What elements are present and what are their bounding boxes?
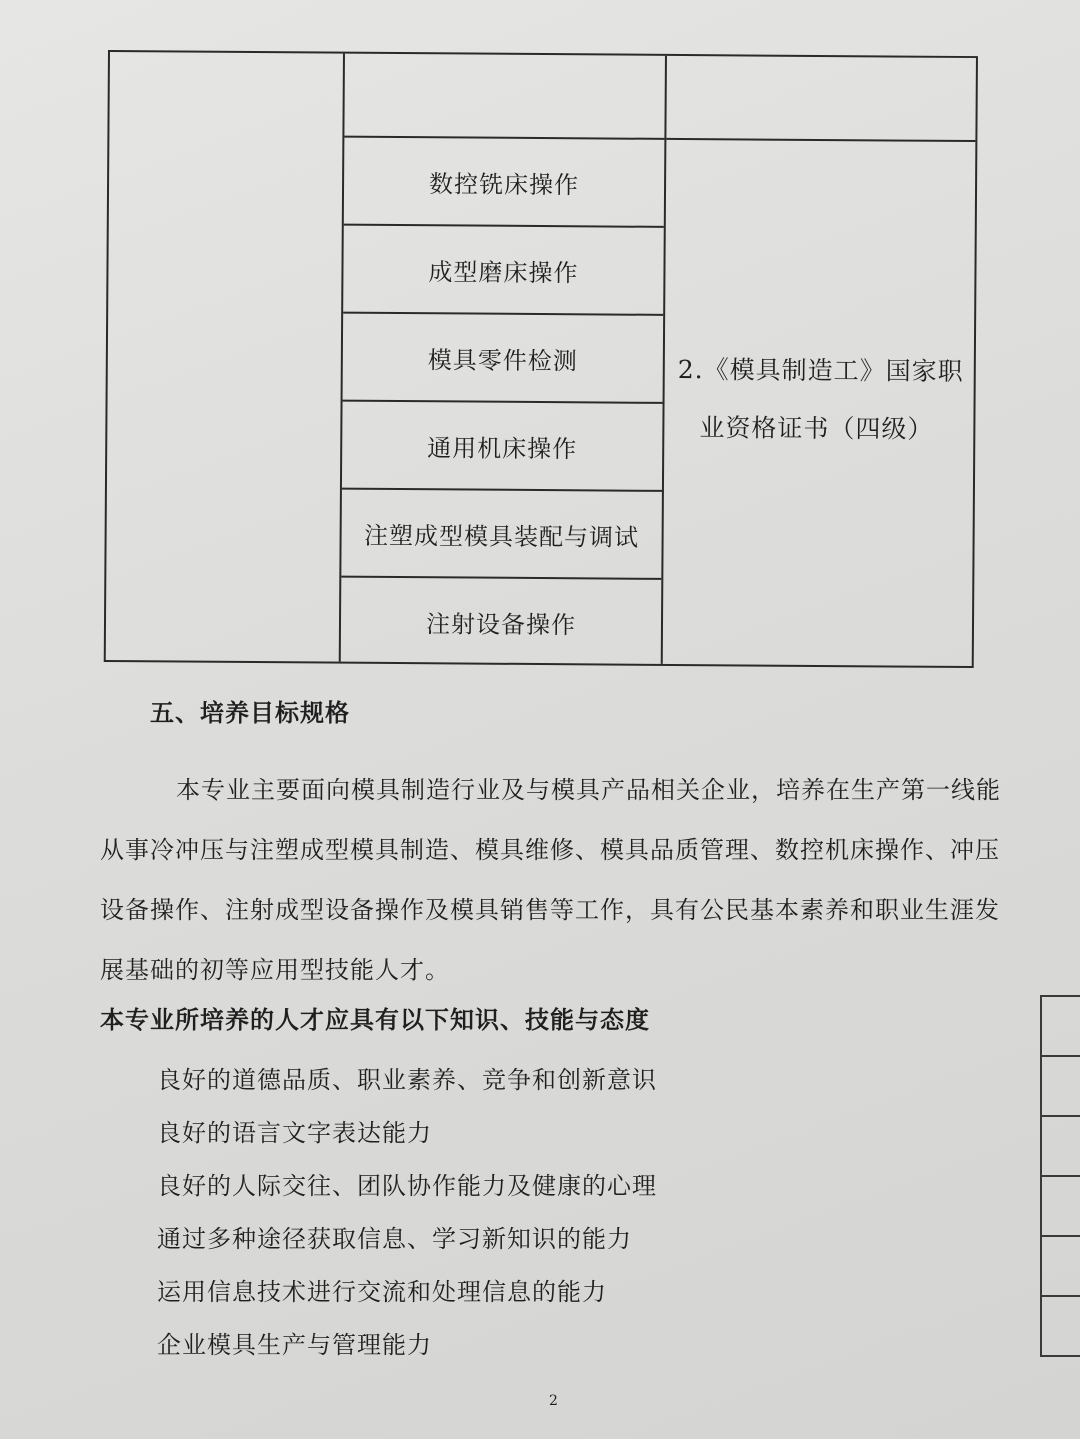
table-cell-skill (342, 402, 663, 492)
table-cell-skill (343, 314, 664, 404)
table-cell-empty (344, 54, 665, 140)
table-cell-skill (344, 138, 665, 228)
adjacent-table-rule (1042, 1235, 1080, 1237)
skill-label: 成型磨床操作 (428, 257, 579, 287)
adjacent-table-rule (1042, 1355, 1080, 1357)
certificate-cell-top (666, 56, 976, 142)
adjacent-table-rule (1042, 1115, 1080, 1117)
adjacent-table-rule (1042, 1055, 1080, 1057)
section-paragraph: 本专业主要面向模具制造行业及与模具产品相关企业，培养在生产第一线能从事冷冲压与注塑成型模具制造、模具维修、模具品质管理、数控机床操作、冲压设备操作、注射成型设备操作及模具销售等工作，具有公民基本素养和职业生涯发展基础的初等应用型技能人才。 (100, 776, 1001, 984)
table-cell-skill (343, 226, 664, 316)
list-item: 良好的道德品质、职业素养、竞争和创新意识 (157, 1066, 657, 1094)
certificate-line-1: 2.《模具制造工》国家职 (677, 354, 964, 386)
adjacent-table-rule (1042, 1295, 1080, 1297)
skill-label: 模具零件检测 (427, 345, 578, 375)
skill-label: 注射设备操作 (425, 609, 577, 639)
table-cell-skill (341, 578, 662, 666)
adjacent-table-rule (1042, 1175, 1080, 1177)
adjacent-page-edge (1040, 995, 1080, 1357)
table-cell-skill (341, 490, 662, 580)
section-title: 五、培养目标规格 (150, 699, 350, 727)
skill-label: 数控铣床操作 (428, 169, 580, 199)
skills-certificate-table (104, 50, 978, 668)
page-number: 2 (549, 1393, 558, 1409)
list-item: 企业模具生产与管理能力 (157, 1331, 432, 1359)
list-item: 良好的人际交往、团队协作能力及健康的心理 (157, 1172, 657, 1200)
skill-label: 通用机床操作 (427, 433, 578, 463)
list-item: 良好的语言文字表达能力 (157, 1119, 432, 1147)
certificate-cell (677, 341, 973, 459)
adjacent-table-rule (1042, 995, 1080, 997)
list-item: 运用信息技术进行交流和处理信息的能力 (157, 1278, 607, 1306)
list-item: 通过多种途径获取信息、学习新知识的能力 (157, 1225, 632, 1253)
section-subheading: 本专业所培养的人才应具有以下知识、技能与态度 (100, 1006, 650, 1034)
skill-label: 注塑成型模具装配与调试 (364, 521, 640, 552)
certificate-line-2: 业资格证书（四级） (699, 413, 934, 444)
competency-list (157, 1054, 657, 1372)
